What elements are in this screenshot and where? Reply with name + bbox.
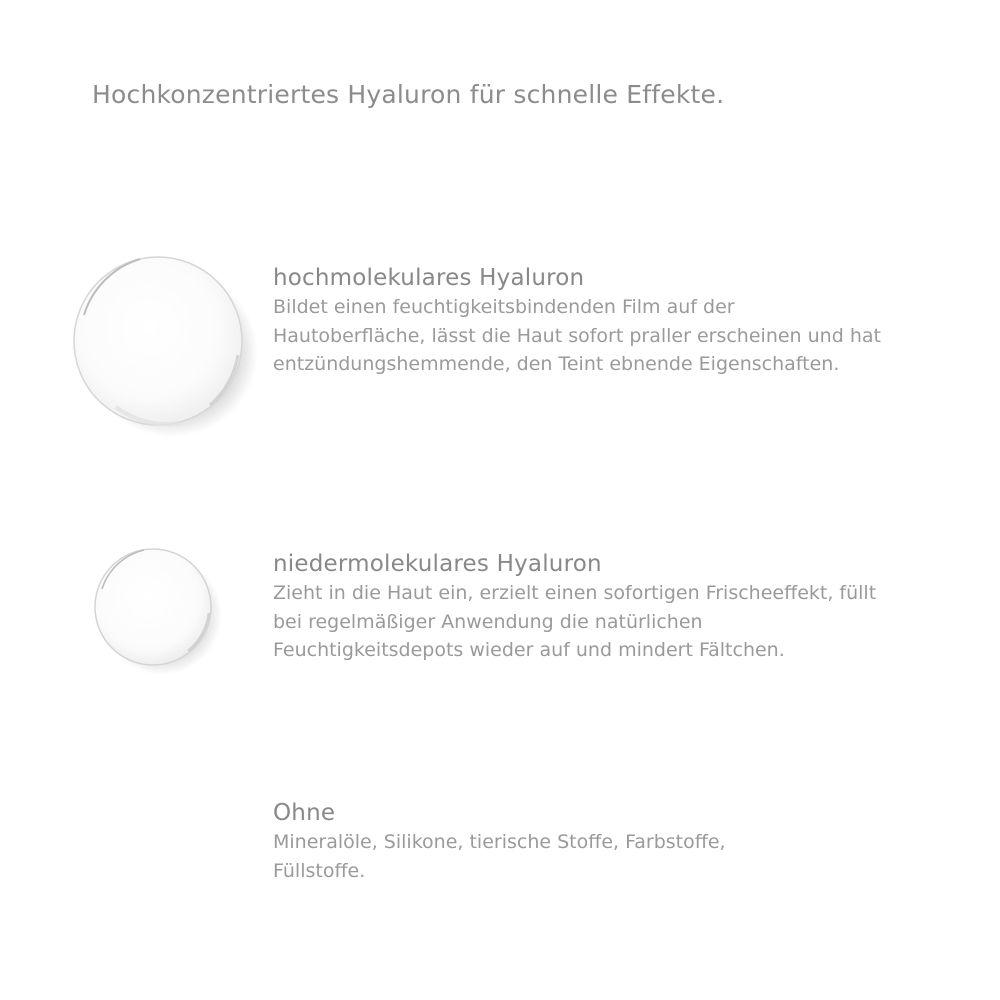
section-text: Mineralöle, Silikone, tierische Stoffe, Farbstoffe, Füllstoffe. <box>273 831 726 882</box>
section-high-molecular <box>273 265 893 379</box>
page-headline: Hochkonzentriertes Hyaluron für schnelle Effekte. <box>92 80 725 109</box>
section-text: Bildet einen feuchtigkeitsbindenden Film auf der Hautoberfläche, lässt die Haut sofort praller erscheinen und hat entzündungshemmende, den Teint ebnende Eigenschaften. <box>273 296 881 375</box>
large-droplet-icon <box>60 245 260 445</box>
section-text: Zieht in die Haut ein, erzielt einen sofortigen Frischeeffekt, füllt bei regelmäßiger Anwendung die natürlichen Feuchtigkeitsdepots wieder auf und mindert Fältchen. <box>273 582 877 661</box>
section-title: hochmolekulares Hyaluron <box>273 265 585 291</box>
small-droplet-icon <box>88 543 228 683</box>
section-without <box>273 800 793 885</box>
section-title: Ohne <box>273 800 336 826</box>
section-title: niedermolekulares Hyaluron <box>273 551 602 577</box>
section-low-molecular <box>273 551 893 665</box>
